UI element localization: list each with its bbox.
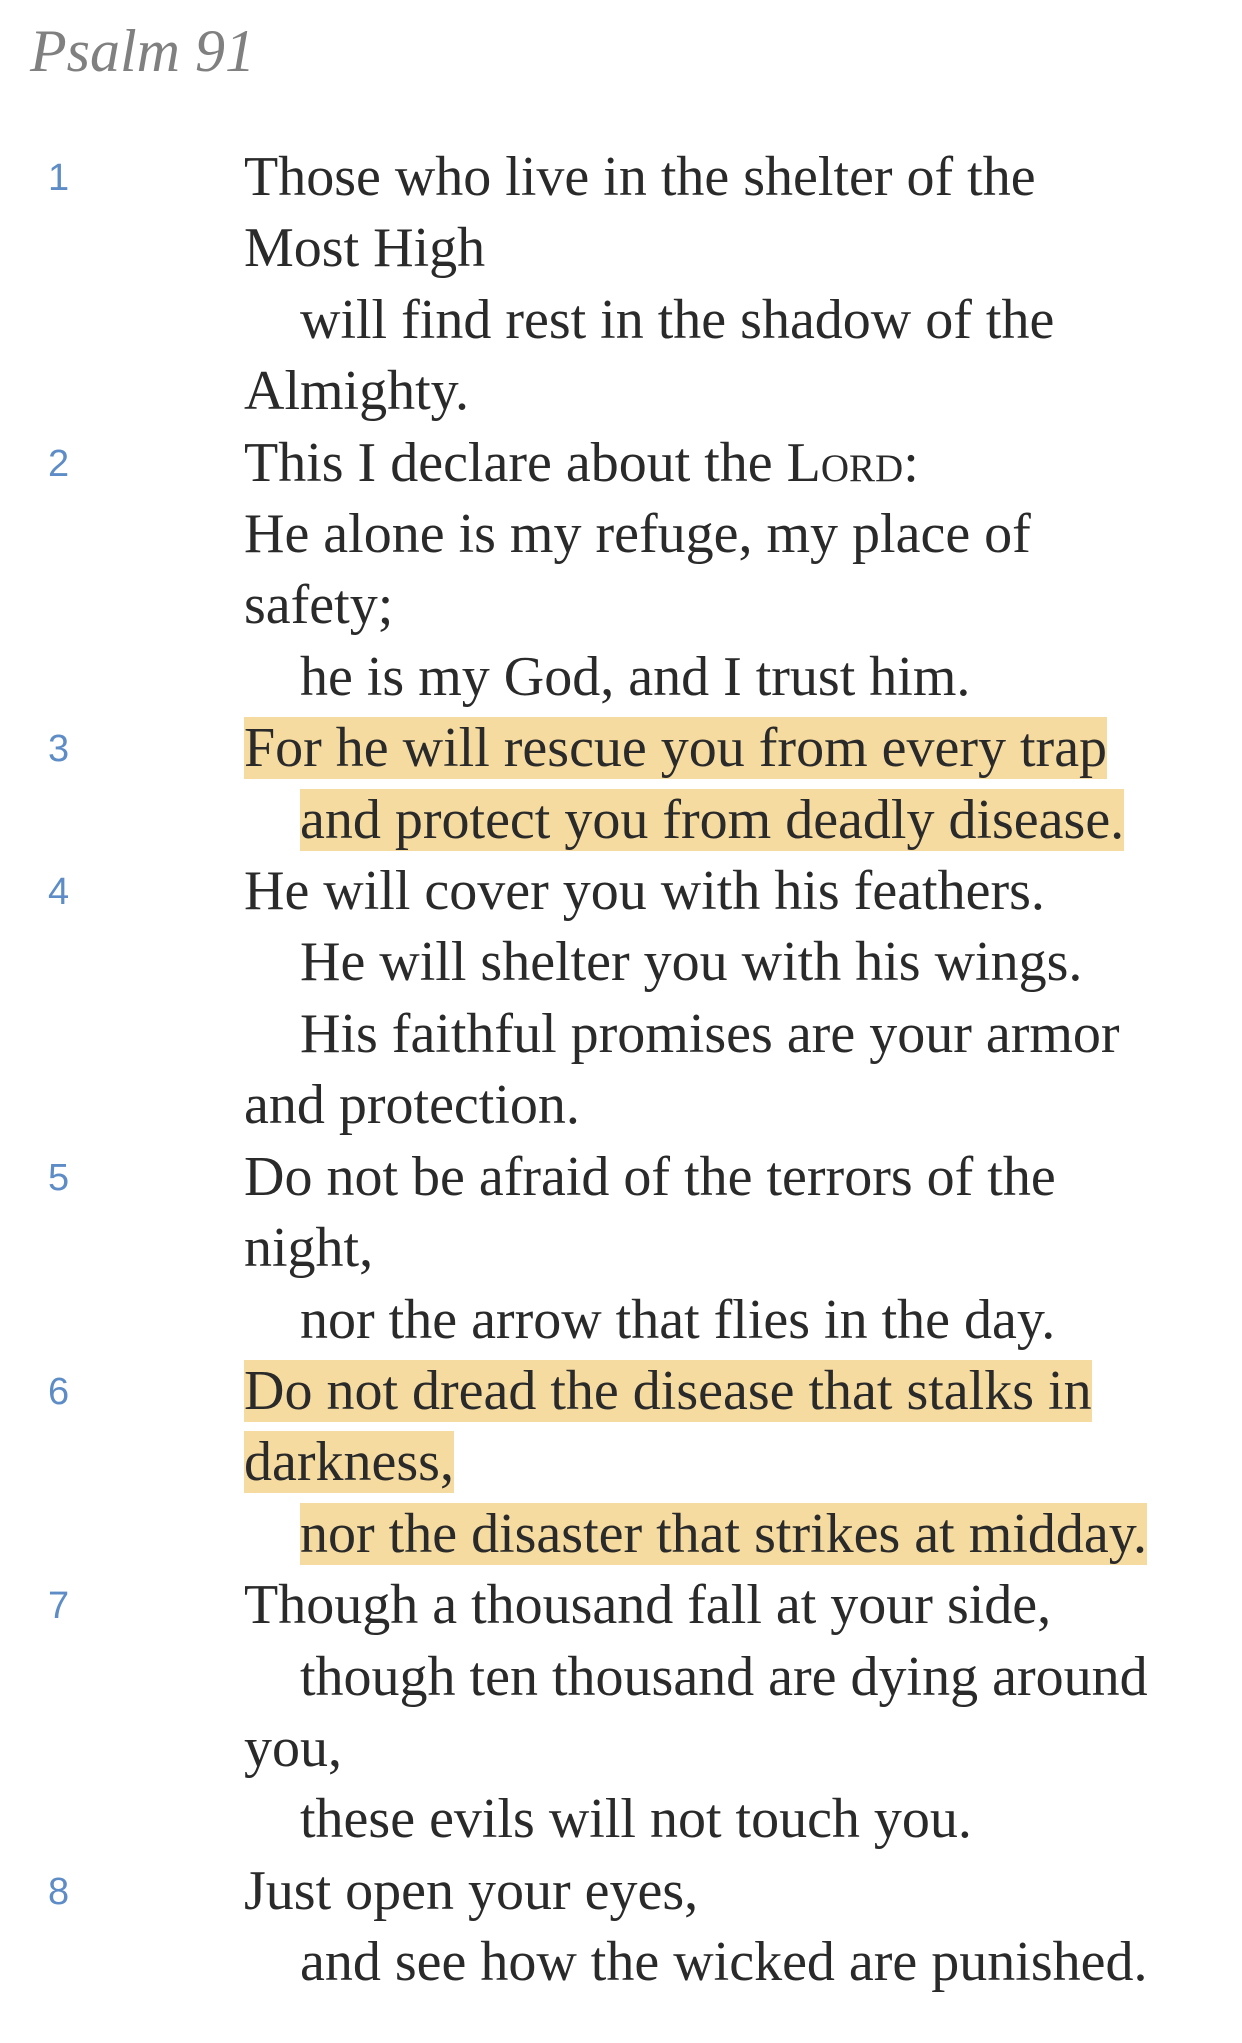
verse-8[interactable] — [0, 1856, 1242, 1999]
verse-line-part: This I declare about the — [244, 431, 787, 494]
verse-line — [244, 428, 1224, 499]
verse-line-part: : — [903, 431, 919, 494]
verse-number[interactable]: 7 — [48, 1585, 70, 1628]
verse-line — [244, 785, 1224, 856]
verse-text — [244, 1856, 1224, 1999]
verse-number[interactable]: 8 — [48, 1870, 70, 1913]
verse-number[interactable]: 1 — [48, 157, 70, 199]
verse-4[interactable] — [0, 856, 1242, 1142]
verse-text — [244, 142, 1224, 428]
verse-line: these evils will not touch you. — [300, 1788, 972, 1851]
highlighted-text: nor the disaster that strikes at midday. — [300, 1502, 1148, 1565]
divine-name: Lord — [786, 431, 904, 494]
verse-line — [244, 713, 1224, 784]
verse-text — [244, 713, 1224, 856]
verse-line: He alone is my refuge, my place of — [244, 503, 1031, 566]
verse-line: will find rest in the shadow of the — [300, 288, 1055, 351]
verse-line: he is my God, and I trust him. — [300, 645, 971, 708]
highlighted-text: For he will rescue you from every trap — [244, 717, 1108, 780]
highlighted-text: darkness, — [244, 1431, 454, 1494]
verse-text — [244, 1142, 1224, 1356]
verse-number[interactable]: 3 — [48, 728, 70, 771]
verse-text — [244, 1356, 1224, 1570]
verse-text — [244, 428, 1224, 714]
verse-line: Do not be afraid of the terrors of the — [244, 1145, 1056, 1208]
verse-3[interactable] — [0, 713, 1242, 856]
verse-number[interactable]: 2 — [48, 442, 70, 485]
verse-number[interactable]: 6 — [48, 1370, 70, 1413]
verse-line: nor the arrow that flies in the day. — [300, 1288, 1056, 1351]
verse-line: Just open your eyes, — [244, 1859, 699, 1922]
verse-line: though ten thousand are dying around — [300, 1645, 1148, 1708]
verse-number[interactable]: 4 — [48, 871, 70, 914]
verse-text — [244, 856, 1224, 1142]
verse-line — [244, 1356, 1224, 1427]
verse-line: you, — [244, 1716, 342, 1779]
verse-line: He will cover you with his feathers. — [244, 860, 1045, 923]
highlighted-text: and protect you from deadly disease. — [300, 788, 1125, 851]
verse-number[interactable]: 5 — [48, 1156, 70, 1199]
verse-line: and see how the wicked are punished. — [300, 1931, 1148, 1994]
page-title: Psalm 91 — [30, 18, 255, 84]
verse-line: night, — [244, 1217, 374, 1280]
verse-7[interactable] — [0, 1570, 1242, 1856]
verse-line: safety; — [244, 574, 394, 637]
verse-line: Almighty. — [244, 360, 470, 423]
verse-6[interactable] — [0, 1356, 1242, 1570]
verse-line: Most High — [244, 217, 486, 280]
verse-line: and protection. — [244, 1074, 580, 1137]
passage-text — [0, 142, 1242, 1999]
verse-5[interactable] — [0, 1142, 1242, 1356]
verse-line: He will shelter you with his wings. — [300, 931, 1083, 994]
highlighted-text: Do not dread the disease that stalks in — [244, 1359, 1092, 1422]
verse-line — [244, 1427, 1224, 1498]
verse-line: Though a thousand fall at your side, — [244, 1574, 1052, 1637]
verse-text — [244, 1570, 1224, 1856]
verse-line: Those who live in the shelter of the — [244, 146, 1036, 208]
verse-2[interactable] — [0, 428, 1242, 714]
verse-line: His faithful promises are your armor — [300, 1002, 1120, 1065]
verse-1[interactable] — [0, 142, 1242, 428]
verse-line — [244, 1499, 1224, 1570]
